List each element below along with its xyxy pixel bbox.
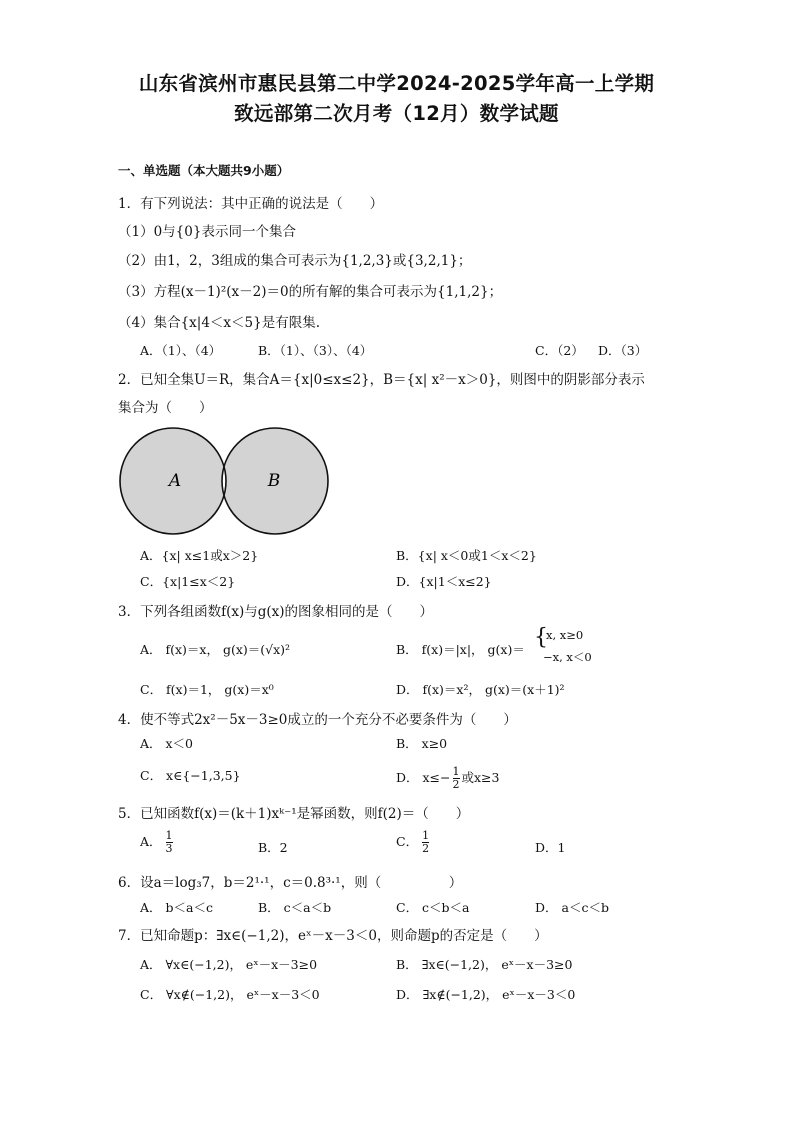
q5-stem: 5．已知函数f(x)＝(k＋1)xᵏ⁻¹是幂函数，则f(2)＝（ ） <box>118 806 470 822</box>
q5-option-d[interactable]: D．1 <box>535 840 566 855</box>
q7-option-d[interactable]: D． ∃x∉(−1,2)， eˣ－x－3＜0 <box>396 987 576 1002</box>
q2-option-a[interactable]: A．{x| x≤1或x＞2} <box>140 548 259 563</box>
q3-option-d[interactable]: D． f(x)＝x²， g(x)＝(x＋1)² <box>396 682 565 697</box>
venn-diagram <box>118 424 333 542</box>
q4-option-c[interactable]: C． x∈{−1,3,5} <box>140 768 241 783</box>
q5-option-b[interactable]: B．2 <box>258 840 288 855</box>
q6-option-c[interactable]: C． c＜b＜a <box>396 900 470 915</box>
q5-fraction-a-num: 1 <box>165 829 173 842</box>
q1-statement-1: （1）0与{0}表示同一个集合 <box>118 224 296 240</box>
q3-option-b[interactable] <box>396 640 525 658</box>
q2-option-d[interactable]: D．{x|1＜x≤2} <box>396 574 492 589</box>
q3-option-c[interactable]: C． f(x)＝1， g(x)＝x⁰ <box>140 682 274 697</box>
q7-option-b[interactable]: B． ∃x∈(−1,2)， eˣ－x－3≥0 <box>396 957 573 972</box>
q7-stem: 7．已知命题p：∃x∈(−1,2)，eˣ－x－3＜0，则命题p的否定是（ ） <box>118 928 548 944</box>
q4-option-b[interactable]: B． x≥0 <box>396 736 448 751</box>
q6-option-b[interactable]: B． c＜a＜b <box>258 900 332 915</box>
q3-option-a[interactable]: A． f(x)＝x， g(x)＝(√x)² <box>140 642 291 657</box>
q4-option-d[interactable] <box>396 766 499 791</box>
q4-option-a[interactable]: A． x＜0 <box>140 736 194 751</box>
q2-stem-line2: 集合为（ ） <box>118 400 213 416</box>
q2-option-c[interactable]: C．{x|1≤x＜2} <box>140 574 236 589</box>
q2-stem-line1: 2．已知全集U＝R，集合A＝{x|0≤x≤2}，B＝{x| x²－x＞0}，则图中的阴影部分表示 <box>118 372 645 388</box>
q4-fraction <box>453 766 460 791</box>
q4-option-d-prefix: D． x≤− <box>396 770 451 785</box>
q3-piecewise-case1: x, x≥0 <box>546 628 584 642</box>
q7-option-a[interactable]: A． ∀x∈(−1,2)， eˣ－x－3≥0 <box>140 957 318 972</box>
venn-label-b: B <box>267 471 281 491</box>
page-title-line1: 山东省滨州市惠民县第二中学2024-2025学年高一上学期 <box>138 72 655 95</box>
q1-option-a[interactable]: A．（1）、（4） <box>140 343 222 358</box>
q5-option-c[interactable] <box>396 830 429 855</box>
q5-fraction-a-den: 3 <box>165 842 173 855</box>
q3-piecewise-case2: −x, x＜0 <box>543 650 592 664</box>
q4-fraction-num: 1 <box>452 765 460 778</box>
q3-stem: 3．下列各组函数f(x)与g(x)的图象相同的是（ ） <box>118 604 434 620</box>
q2-option-b[interactable]: B．{x| x＜0或1＜x＜2} <box>396 548 537 563</box>
q5-option-a[interactable] <box>140 830 173 855</box>
q7-option-c[interactable]: C． ∀x∉(−1,2)， eˣ－x－3＜0 <box>140 987 320 1002</box>
q6-stem: 6．设a＝log₃7，b＝2¹·¹，c＝0.8³·¹，则（ ） <box>118 875 463 891</box>
q1-option-c[interactable]: C．（2） <box>535 343 584 358</box>
q1-option-d[interactable]: D．（3） <box>598 343 648 358</box>
q4-stem: 4．使不等式2x²－5x－3≥0成立的一个充分不必要条件为（ ） <box>118 712 517 728</box>
q3-piecewise-brace: { <box>534 625 548 650</box>
q1-stem: 1．有下列说法：其中正确的说法是（ ） <box>118 196 384 212</box>
q6-option-a[interactable]: A． b＜a＜c <box>140 900 213 915</box>
q5-option-c-label: C． <box>396 834 419 849</box>
venn-label-a: A <box>168 471 182 491</box>
q6-option-d[interactable]: D． a＜c＜b <box>535 900 609 915</box>
q5-option-a-label: A． <box>140 834 162 849</box>
q1-statement-3: （3）方程(x－1)²(x－2)＝0的所有解的集合可表示为{1,1,2}； <box>118 284 503 300</box>
q4-option-d-suffix: 或x≥3 <box>461 770 500 785</box>
q5-fraction-c-num: 1 <box>422 829 430 842</box>
q5-fraction-a <box>166 830 173 855</box>
q1-statement-2: （2）由1，2，3组成的集合可表示为{1,2,3}或{3,2,1}； <box>118 253 472 269</box>
q1-statement-4: （4）集合{x|4＜x＜5}是有限集. <box>118 315 321 331</box>
q5-fraction-c-den: 2 <box>422 842 430 855</box>
q1-option-b[interactable]: B．（1）、（3）、（4） <box>258 343 373 358</box>
q4-fraction-den: 2 <box>452 778 460 791</box>
page-title-line2: 致远部第二次月考（12月）数学试题 <box>234 102 559 125</box>
section-heading: 一、单选题（本大题共9小题） <box>118 163 290 178</box>
q3-option-b-text: B． f(x)＝|x|， g(x)＝ <box>396 642 525 657</box>
q5-fraction-c <box>422 830 429 855</box>
